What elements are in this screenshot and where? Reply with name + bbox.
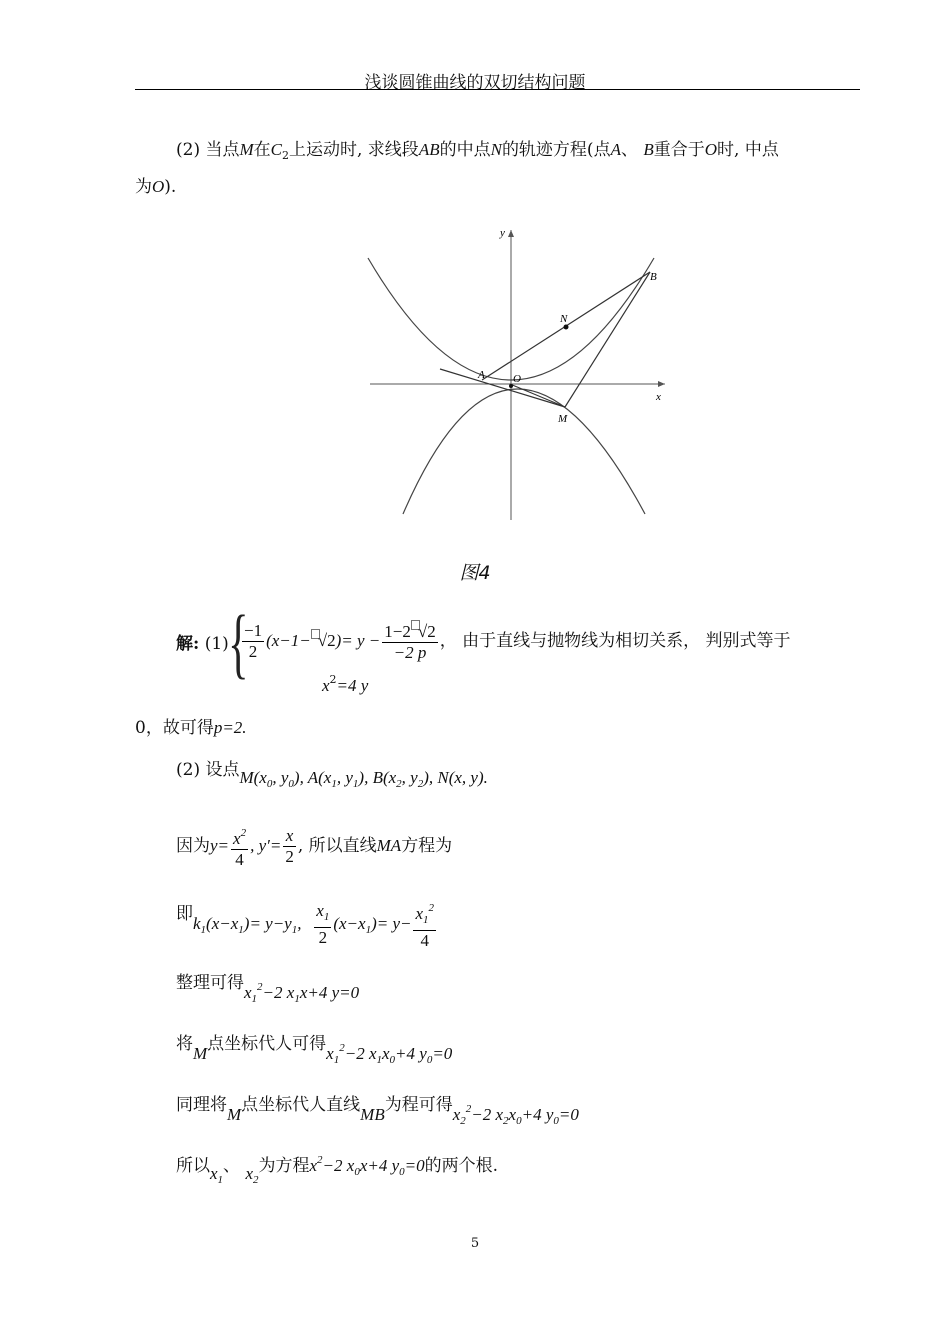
label-b: B — [650, 271, 657, 283]
y-axis-arrow — [508, 230, 514, 237]
figure-caption: 图4 — [459, 562, 491, 584]
ji-line: 即$k_1(x-x_1)= y-y_1$, $\frac{x_1}{2}$ $(x-x_1)= y-$ $\frac{x_1^2}{4}$ — [176, 898, 438, 951]
point-n — [564, 325, 569, 330]
suoyi-line: 所以$x_1$、 $x_2$为方程$x^2-2$ $x_0x+4$ $y_0=0$的两个根. — [176, 1154, 499, 1186]
label-o: O — [513, 373, 521, 385]
solution-part2-line: (2) 设点$M(x_0$, $y_0$), $A(x_1$, $y_1$), $B(x_2$, $y_2$), N(x, y). — [176, 760, 488, 790]
solution-p-line: 0，故可得p=2. — [135, 718, 247, 738]
problem-line-1: (2) 当点M在$C_2$上运动时, 求线段AB的中点N的轨迹方程(点A、 B重合于O时, 中点 — [176, 140, 779, 162]
jiang-line: 将M点坐标代人可得$x_1^2-2$ $x_1x_0+4$ $y_0=0$ — [176, 1034, 453, 1066]
problem-line-2: 为O). — [135, 177, 177, 197]
system-eq-1: $\frac{-1}{2}$ (x−1− √2)= y − $\frac{1-2 √2}{-2 p}$ ， 由于直线与抛物线为相切关系， 判别式等于 — [244, 621, 791, 662]
tangent-ma — [440, 369, 565, 407]
tangent-mb — [565, 272, 650, 407]
page-number: 5 — [470, 1236, 480, 1251]
tangent-o — [510, 384, 565, 407]
solution-label: 解: (1) — [176, 634, 229, 654]
tongli-line: 同理将M点坐标代人直线MB为程可得$x_2^2-2$ $x_2x_0+4$ $y_0=0$ — [176, 1095, 579, 1127]
system-eq-2: $x^2=4$ y — [322, 673, 369, 695]
because-line: 因为y= $\frac{x^2}{4}$ , y′= $\frac{x}{2}$ , 所以直线MA方程为 — [176, 823, 452, 870]
label-y: y — [500, 227, 505, 239]
label-a: A — [478, 369, 485, 381]
parabola-lower — [403, 389, 645, 514]
label-n: N — [560, 313, 568, 325]
system-brace: { — [228, 599, 249, 686]
zhengli-line: 整理可得$x_1^2-2$ $x_1x+4$ y=0 — [176, 973, 360, 1005]
header-rule — [135, 89, 860, 90]
label-x: x — [656, 391, 661, 403]
figure-4 — [360, 222, 670, 522]
label-m: M — [558, 413, 568, 425]
header-title: 浅谈圆锥曲线的双切结构问题 — [364, 73, 586, 93]
x-axis-arrow — [658, 381, 665, 387]
